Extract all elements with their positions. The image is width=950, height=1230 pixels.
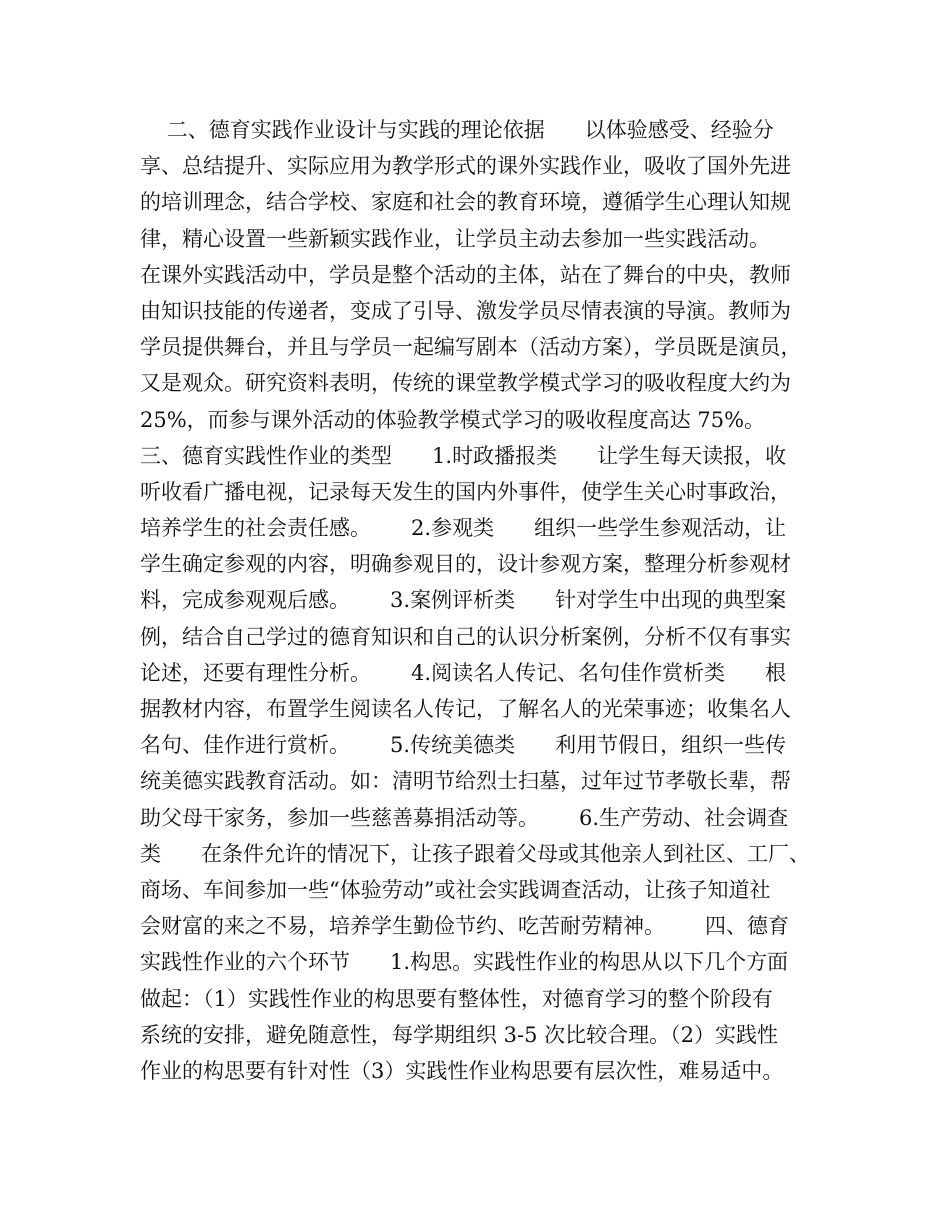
text-line: 律，精心设置一些新颖实践作业，让学员主动去参加一些实践活动。 (140, 226, 770, 251)
text-line: 听收看广播电视，记录每天发生的国内外事件，使学生关心时事政治， (140, 479, 791, 504)
text-line: 实践性作业的六个环节 1.构思。实践性作业的构思从以下几个方面 (140, 950, 789, 975)
text-line: 例，结合自己学过的德育知识和自己的认识分析案例，分析不仅有事实 (140, 624, 791, 649)
text-line: 作业的构思要有针对性（3）实践性作业构思要有层次性，难易适中。 (140, 1058, 784, 1083)
text-line: 由知识技能的传递者，变成了引导、激发学员尽情表演的导演。教师为 (140, 298, 791, 323)
text-line: 助父母干家务，参加一些慈善募捐活动等。 6.生产劳动、社会调查 (140, 805, 789, 830)
text-line: 系统的安排，避免随意性，每学期组织 3-5 次比较合理。（2）实践性 (140, 1022, 779, 1047)
text-line: 享、总结提升、实际应用为教学形式的课外实践作业，吸收了国外先进 (140, 154, 791, 179)
body-text (140, 112, 820, 1089)
text-line: 培养学生的社会责任感。 2.参观类 组织一些学生参观活动，让 (140, 516, 787, 541)
text-line: 又是观众。研究资料表明，传统的课堂教学模式学习的吸收程度大约为 (140, 371, 791, 396)
text-line: 二、德育实践作业设计与实践的理论依据 以体验感受、经验分 (140, 118, 774, 142)
text-line: 25%，而参与课外活动的体验教学模式学习的吸收程度高达 75%。 (140, 407, 766, 432)
text-line: 料，完成参观观后感。 3.案例评析类 针对学生中出现的典型案 (140, 588, 787, 613)
text-line: 的培训理念，结合学校、家庭和社会的教育环境，遵循学生心理认知规 (140, 190, 791, 215)
text-line: 据教材内容，布置学生阅读名人传记，了解名人的光荣事迹；收集名人 (140, 697, 791, 721)
text-line: 学员提供舞台，并且与学员一起编写剧本（活动方案），学员既是演员， (140, 335, 802, 360)
text-line: 名句、佳作进行赏析。 5.传统美德类 利用节假日，组织一些传 (140, 733, 787, 758)
text-line: 在课外实践活动中，学员是整个活动的主体，站在了舞台的中央，教师 (140, 262, 791, 287)
text-line: 会财富的来之不易，培养学生勤俭节约、吃苦耐劳精神。 四、德育 (140, 914, 790, 939)
text-line: 三、德育实践性作业的类型 1.时政播报类 让学生每天读报，收 (140, 443, 787, 468)
text-line: 学生确定参观的内容，明确参观目的，设计参观方案，整理分析参观材 (140, 552, 791, 577)
text-line: 做起：（1）实践性作业的构思要有整体性，对德育学习的整个阶段有 (140, 986, 773, 1011)
text-line: 统美德实践教育活动。如：清明节给烈士扫墓，过年过节孝敬长辈，帮 (140, 769, 791, 794)
text-line: 论述，还要有理性分析。 4.阅读名人传记、名句佳作赏析类 根 (140, 660, 787, 685)
text-line: 商场、车间参加一些“体验劳动”或社会实践调查活动，让孩子知道社 (140, 877, 771, 902)
text-line: 类 在条件允许的情况下，让孩子跟着父母或其他亲人到社区、工厂、 (140, 841, 811, 866)
